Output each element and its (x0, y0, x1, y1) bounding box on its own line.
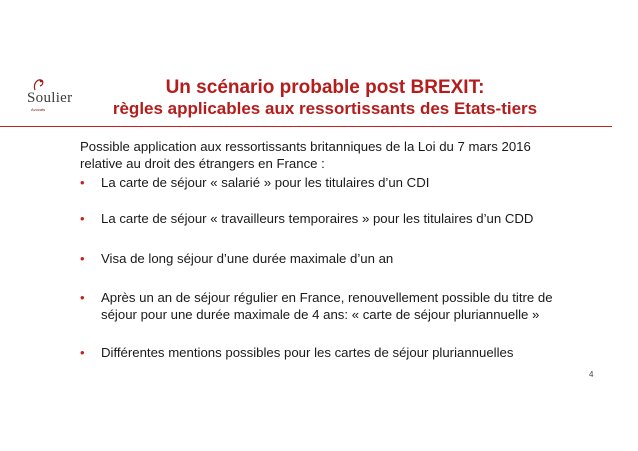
bullet-text: La carte de séjour « travailleurs temporaires » pour les titulaires d’un CDD (101, 211, 534, 226)
bullet-marker: • (80, 251, 85, 266)
logo-text: Soulier (27, 90, 73, 106)
bullet-marker: • (80, 175, 85, 190)
slide-title-line2: règles applicables aux ressortissants des Etats-tiers (112, 99, 538, 118)
logo-subtext: Avocats (31, 107, 46, 112)
bullet-text: Visa de long séjour d’une durée maximale d’un an (101, 251, 394, 266)
bullet-marker: • (80, 211, 85, 226)
bullet-marker: • (80, 290, 85, 305)
slide-title-line1: Un scénario probable post BREXIT: (165, 77, 485, 98)
page-number: 4 (589, 370, 594, 379)
bullet-text: Après un an de séjour régulier en France, renouvellement possible du titre de séjour pour une durée maximale de 4 ans: « carte de séjour pluriannuelle » (101, 290, 553, 322)
title-divider (0, 126, 612, 127)
bullet-text: La carte de séjour « salarié » pour les titulaires d’un CDI (101, 175, 430, 190)
bullet-marker: • (80, 345, 85, 360)
intro-paragraph: Possible application aux ressortissants britanniques de la Loi du 7 mars 2016 relative au droit des étrangers en France : (80, 139, 531, 171)
bullet-text: Différentes mentions possibles pour les cartes de séjour pluriannuelles (101, 345, 514, 360)
company-logo (27, 76, 89, 116)
